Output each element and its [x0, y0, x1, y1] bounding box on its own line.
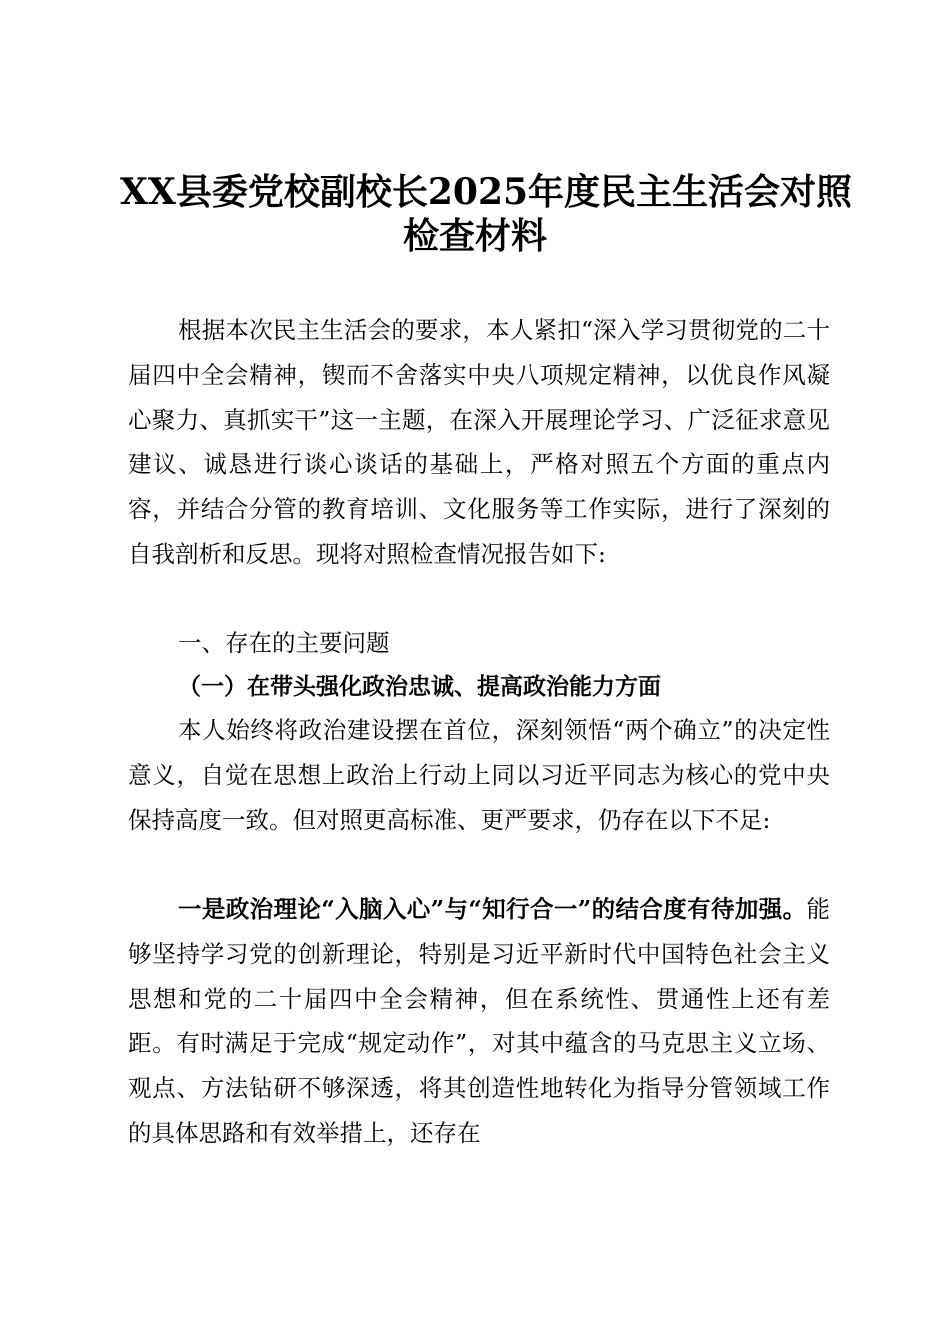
point-one-lead: 一是政治理论“入脑入心”与“知行合一”的结合度有待加强。 [178, 895, 807, 923]
subsection-heading: （一）在带头强化政治忠诚、提高政治能力方面 [178, 674, 661, 700]
document-title-line-2: 检查材料 [402, 215, 547, 257]
point-one-paragraph [128, 887, 830, 1156]
intro-paragraph: 根据本次民主生活会的要求，本人紧扣“深入学习贯彻党的二十届四中全会精神，锲而不舍落实中央八项规定精神，以优良作风凝心聚力、真抓实干”这一主题，在深入开展理论学习、广泛征求意见建议、诚恳进行谈心谈话的基础上，严格对照五个方面的重点内容，并结合分管的教育培训、文化服务等工作实际，进行了深刻的自我剖析和反思。现将对照检查情况报告如下: [128, 316, 830, 568]
document-title-line-1: XX县委党校副校长2025年度民主生活会对照 [120, 171, 853, 213]
section-heading: 一、存在的主要问题 [178, 629, 390, 657]
subsection-paragraph: 本人始终将政治建设摆在首位，深刻领悟“两个确立”的决定性意义，自觉在思想上政治上行动上同以习近平同志为核心的党中央保持高度一致。但对照更高标准、更严要求，仍存在以下不足: [128, 716, 830, 834]
point-one-text: 能够坚持学习党的创新理论，特别是习近平新时代中国特色社会主义思想和党的二十届四中全会精神，但在系统性、贯通性上还有差距。有时满足于完成“规定动作”，对其中蕴含的马克思主义立场、观点、方法钻研不够深透，将其创造性地转化为指导分管领域工作的具体思路和有效举措上，还存在 [128, 895, 830, 1147]
